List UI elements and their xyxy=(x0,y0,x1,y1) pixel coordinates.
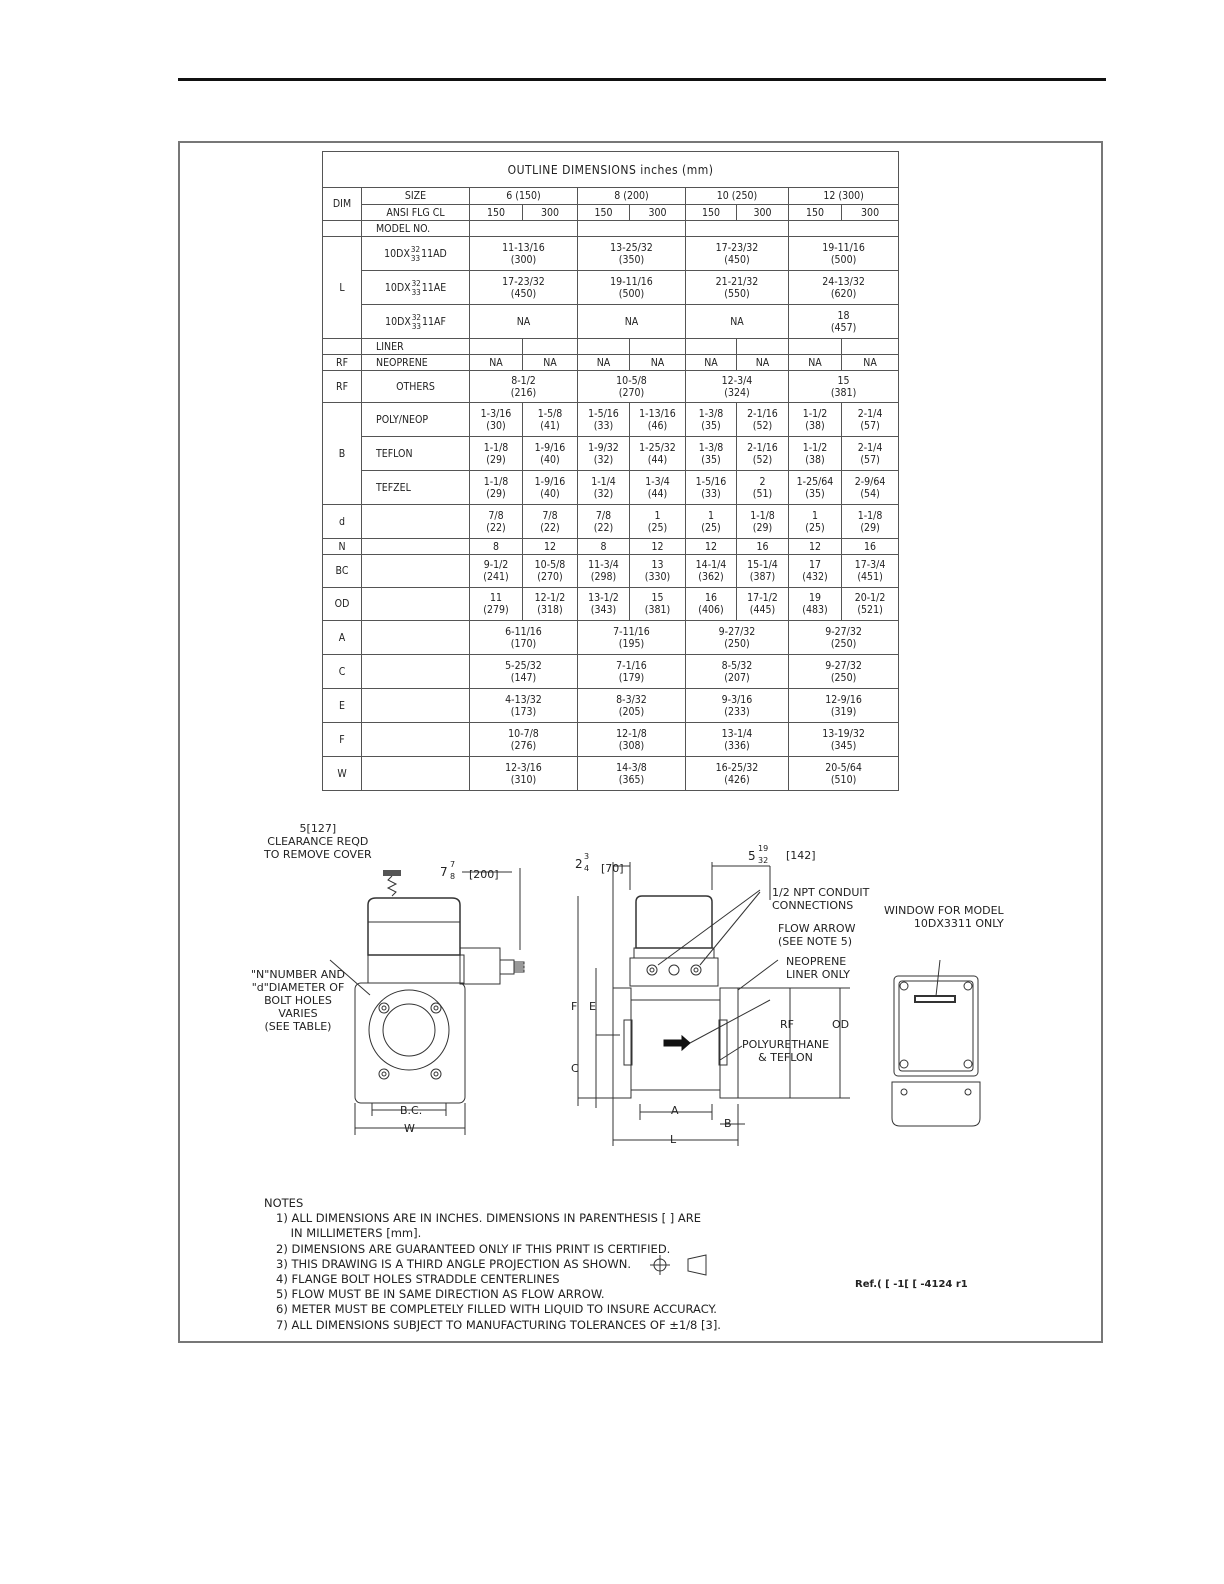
note-line: IN MILLIMETERS [mm]. xyxy=(276,1226,422,1241)
class-1: 300 xyxy=(523,205,578,221)
value-mm: (510) xyxy=(830,773,857,786)
value-mm: (29) xyxy=(486,453,506,466)
value-mm: (35) xyxy=(701,453,721,466)
value-inch: 12-9/16 xyxy=(825,693,862,706)
size-2: 10 (250) xyxy=(686,188,789,205)
model-sup: 32 xyxy=(410,244,421,254)
A-header: A xyxy=(323,621,362,655)
value-inch: NA xyxy=(624,315,639,328)
value-mm: (362) xyxy=(698,571,724,583)
value-mm: (381) xyxy=(830,386,857,399)
value-mm: (57) xyxy=(860,419,880,432)
side-view-right xyxy=(892,960,980,1126)
model-sub: 33 xyxy=(411,321,421,331)
model-sup: 32 xyxy=(411,312,421,322)
value-inch: NA xyxy=(516,315,531,328)
value-inch: 12-1/2 xyxy=(534,592,566,604)
value-inch: 1-5/16 xyxy=(695,475,727,488)
value-mm: (44) xyxy=(647,453,668,466)
value-mm: (330) xyxy=(644,571,671,583)
value-mm: (298) xyxy=(590,571,617,583)
value-mm: (365) xyxy=(618,773,645,786)
value-mm: (40) xyxy=(540,487,560,500)
value-inch: 1-13/16 xyxy=(639,407,676,420)
value-mm: (381) xyxy=(644,604,671,616)
liner-header: LINER xyxy=(362,339,470,355)
value-inch: 1-1/8 xyxy=(483,441,509,454)
value-inch: 1-3/8 xyxy=(698,441,724,454)
W-header: W xyxy=(323,757,362,791)
class-0: 150 xyxy=(470,205,523,221)
value-inch: 1-1/8 xyxy=(857,509,883,522)
value-mm: (550) xyxy=(724,287,750,300)
value-inch: 1-1/2 xyxy=(802,407,828,420)
N-value: 16 xyxy=(842,539,899,555)
value-mm: (41) xyxy=(540,419,560,432)
note-line: 7) ALL DIMENSIONS SUBJECT TO MANUFACTURING TOLERANCES OF ±1/8 [3]. xyxy=(276,1317,721,1332)
value-mm: (38) xyxy=(805,419,825,432)
model-prefix: 10DX xyxy=(385,315,411,328)
value-inch: 1-3/8 xyxy=(698,407,724,420)
value-mm: (451) xyxy=(857,571,883,583)
liner-type: TEFZEL xyxy=(362,471,470,505)
value-inch: 12-1/8 xyxy=(616,727,647,740)
value-mm: (29) xyxy=(860,521,880,534)
value-mm: (52) xyxy=(752,419,773,432)
dim-2-den: 4 xyxy=(584,864,590,873)
od-dim-label: OD xyxy=(832,1018,850,1031)
note-line: 5) FLOW MUST BE IN SAME DIRECTION AS FLOW ARROW. xyxy=(276,1287,605,1302)
liner-type: TEFLON xyxy=(362,437,470,471)
dim-2-num: 3 xyxy=(584,852,590,861)
N-value: 8 xyxy=(578,539,630,555)
neoprene-value: NA xyxy=(470,355,523,371)
value-inch: 24-13/32 xyxy=(822,275,865,288)
value-inch: 17 xyxy=(808,559,822,571)
value-mm: (30) xyxy=(486,419,506,432)
value-inch: 13 xyxy=(651,559,664,571)
value-inch: 15 xyxy=(837,374,850,387)
F-header: F xyxy=(323,723,362,757)
note-line: 2) DIMENSIONS ARE GUARANTEED ONLY IF THIS PRINT IS CERTIFIED. xyxy=(276,1241,671,1256)
value-inch: 1-25/64 xyxy=(796,475,834,488)
poly-teflon-label: POLYURETHANE & TEFLON xyxy=(742,1038,830,1064)
value-mm: (457) xyxy=(830,321,857,334)
model-prefix: 10DX xyxy=(384,281,411,294)
value-inch: 14-3/8 xyxy=(616,761,647,774)
flow-arrow-label: FLOW ARROW (SEE NOTE 5) xyxy=(778,922,856,948)
dim-7-num: 7 xyxy=(450,860,456,869)
value-mm: (170) xyxy=(510,637,537,650)
neoprene-value: NA xyxy=(686,355,737,371)
value-mm: (32) xyxy=(593,453,614,466)
model-suffix: 11AE xyxy=(421,281,447,294)
value-inch: 1-9/32 xyxy=(588,441,619,454)
note-line: 3) THIS DRAWING IS A THIRD ANGLE PROJECTION AS SHOWN. xyxy=(276,1256,632,1271)
model-prefix: 10DX xyxy=(384,247,410,260)
value-inch: 1-5/8 xyxy=(537,407,563,420)
value-mm: (33) xyxy=(593,419,614,432)
value-mm: (336) xyxy=(724,739,750,752)
value-mm: (250) xyxy=(724,637,750,650)
value-inch: 19-11/16 xyxy=(822,241,865,254)
bolt-holes-note: "N"NUMBER AND "d"DIAMETER OF BOLT HOLES VARIES (SEE TABLE) xyxy=(251,968,345,1033)
value-inch: 2-1/16 xyxy=(747,441,778,454)
value-inch: 2-1/4 xyxy=(857,407,883,420)
L-header: L xyxy=(323,237,362,339)
value-inch: 4-13/32 xyxy=(505,693,542,706)
value-mm: (270) xyxy=(618,386,645,399)
value-mm: (270) xyxy=(537,571,563,583)
value-mm: (483) xyxy=(802,604,828,616)
model-sub: 33 xyxy=(410,253,421,263)
value-inch: 7/8 xyxy=(488,509,504,522)
value-inch: 11-13/16 xyxy=(502,241,545,254)
value-mm: (205) xyxy=(618,705,645,718)
value-mm: (500) xyxy=(830,253,857,266)
value-inch: 13-25/32 xyxy=(610,241,653,254)
value-mm: (22) xyxy=(540,521,560,534)
value-mm: (57) xyxy=(860,453,880,466)
rf-dim-label: RF xyxy=(780,1018,794,1031)
note-line: 6) METER MUST BE COMPLETELY FILLED WITH LIQUID TO INSURE ACCURACY. xyxy=(276,1302,717,1317)
value-mm: (387) xyxy=(749,571,776,583)
value-inch: 15-1/4 xyxy=(747,559,778,571)
value-inch: 21-21/32 xyxy=(715,275,759,288)
value-inch: 1-9/16 xyxy=(534,441,566,454)
value-inch: 7/8 xyxy=(595,509,612,522)
value-inch: 13-1/4 xyxy=(721,727,753,740)
class-3: 300 xyxy=(630,205,686,221)
value-mm: (233) xyxy=(724,705,750,718)
neoprene-value: NA xyxy=(578,355,630,371)
value-inch: 9-27/32 xyxy=(718,625,756,638)
OD-header: OD xyxy=(323,588,362,621)
neoprene-value: NA xyxy=(789,355,842,371)
window-label: WINDOW FOR MODEL 10DX3311 ONLY xyxy=(884,904,1004,930)
value-inch: 18 xyxy=(837,309,850,322)
N-value: 16 xyxy=(737,539,789,555)
a-dim-label: A xyxy=(671,1104,679,1117)
size-1: 8 (200) xyxy=(578,188,686,205)
value-inch: 9-27/32 xyxy=(825,659,862,672)
rf-header: RF xyxy=(323,355,362,371)
rf-header: RF xyxy=(323,371,362,403)
value-inch: 9-3/16 xyxy=(721,693,753,706)
f-dim-label: F xyxy=(571,1000,578,1013)
dim-2-mm: [70] xyxy=(601,862,624,875)
neoprene-label: NEOPRENE LINER ONLY xyxy=(786,955,850,981)
value-mm: (350) xyxy=(618,253,645,266)
N-value: 8 xyxy=(470,539,523,555)
value-mm: (276) xyxy=(510,739,537,752)
value-inch: 7-11/16 xyxy=(613,625,650,638)
value-mm: (54) xyxy=(860,487,880,500)
model-sub: 33 xyxy=(411,287,421,297)
note-line: 4) FLANGE BOLT HOLES STRADDLE CENTERLINES xyxy=(276,1272,560,1287)
value-inch: 1-1/8 xyxy=(483,475,509,488)
dim-7-den: 8 xyxy=(450,872,456,881)
notes-heading: NOTES xyxy=(264,1196,304,1210)
value-mm: (318) xyxy=(537,604,563,616)
value-mm: (51) xyxy=(752,487,773,500)
value-inch: 10-7/8 xyxy=(508,727,539,740)
value-inch: 1-1/8 xyxy=(750,509,775,522)
value-mm: (310) xyxy=(510,773,537,786)
value-mm: (32) xyxy=(593,487,614,500)
value-inch: 1-1/4 xyxy=(591,475,616,488)
neoprene-value: NA xyxy=(523,355,578,371)
value-mm: (52) xyxy=(752,453,773,466)
E-header: E xyxy=(323,689,362,723)
dim-2-whole: 2 xyxy=(575,857,583,871)
dim-5-den: 32 xyxy=(758,856,769,865)
value-mm: (250) xyxy=(830,671,857,684)
value-inch: 12-3/16 xyxy=(505,761,542,774)
e-dim-label: E xyxy=(589,1000,596,1013)
w-label: W xyxy=(404,1122,415,1135)
neoprene-header: NEOPRENE xyxy=(362,355,470,371)
value-inch: 2-9/64 xyxy=(854,475,886,488)
value-mm: (216) xyxy=(510,386,537,399)
value-inch: 13-1/2 xyxy=(588,592,619,604)
value-mm: (38) xyxy=(805,453,825,466)
value-mm: (620) xyxy=(830,287,857,300)
N-header: N xyxy=(323,539,362,555)
value-inch: 1 xyxy=(707,509,714,522)
value-inch: 1-5/16 xyxy=(588,407,619,420)
l-dim-label: L xyxy=(670,1133,677,1146)
value-inch: 6-11/16 xyxy=(505,625,542,638)
N-value: 12 xyxy=(686,539,737,555)
value-mm: (250) xyxy=(830,637,857,650)
value-mm: (25) xyxy=(647,521,668,534)
value-mm: (29) xyxy=(752,521,773,534)
class-2: 150 xyxy=(578,205,630,221)
value-inch: 1-1/2 xyxy=(802,441,828,454)
neoprene-value: NA xyxy=(737,355,789,371)
value-mm: (173) xyxy=(510,705,537,718)
value-inch: 13-19/32 xyxy=(822,727,865,740)
value-inch: 9-27/32 xyxy=(825,625,862,638)
conduit-label: 1/2 NPT CONDUIT CONNECTIONS xyxy=(772,886,870,912)
dim-header: DIM xyxy=(323,188,362,221)
value-inch: 20-5/64 xyxy=(825,761,862,774)
value-mm: (500) xyxy=(618,287,645,300)
class-6: 150 xyxy=(789,205,842,221)
value-mm: (195) xyxy=(618,637,645,650)
value-mm: (22) xyxy=(486,521,506,534)
value-mm: (450) xyxy=(510,287,537,300)
value-mm: (241) xyxy=(483,571,509,583)
value-inch: 16 xyxy=(704,592,718,604)
value-inch: 14-1/4 xyxy=(695,559,727,571)
model-sup: 32 xyxy=(411,278,421,288)
value-mm: (308) xyxy=(618,739,645,752)
value-inch: 17-1/2 xyxy=(747,592,778,604)
value-mm: (279) xyxy=(483,604,509,616)
size-header: SIZE xyxy=(362,188,470,205)
value-mm: (179) xyxy=(618,671,645,684)
value-mm: (319) xyxy=(830,705,857,718)
value-mm: (33) xyxy=(701,487,721,500)
neoprene-value: NA xyxy=(842,355,899,371)
value-inch: 20-1/2 xyxy=(854,592,886,604)
model-suffix: 11AF xyxy=(422,315,446,328)
value-inch: 11-3/4 xyxy=(588,559,619,571)
value-inch: 15 xyxy=(651,592,664,604)
side-view-left xyxy=(330,865,524,1135)
value-inch: 2-1/4 xyxy=(857,441,883,454)
BC-header: BC xyxy=(323,555,362,588)
value-mm: (324) xyxy=(724,386,750,399)
value-inch: 1 xyxy=(654,509,661,522)
value-inch: 8-3/32 xyxy=(616,693,647,706)
clearance-label: 5[127] CLEARANCE REQD TO REMOVE COVER xyxy=(264,822,372,861)
neoprene-value: NA xyxy=(630,355,686,371)
reference-number: Ref.( [ -1[ [ -4124 r1 xyxy=(855,1279,968,1290)
others-header: OTHERS xyxy=(362,371,470,403)
b-dim-label: B xyxy=(724,1117,732,1130)
value-mm: (343) xyxy=(590,604,617,616)
value-inch: 1-3/4 xyxy=(645,475,670,488)
value-inch: 17-3/4 xyxy=(854,559,886,571)
value-inch: NA xyxy=(730,315,744,328)
value-mm: (25) xyxy=(805,521,825,534)
value-mm: (450) xyxy=(724,253,750,266)
value-mm: (432) xyxy=(802,571,828,583)
value-inch: 1 xyxy=(811,509,818,522)
value-inch: 17-23/32 xyxy=(502,275,545,288)
value-mm: (300) xyxy=(510,253,537,266)
ansi-header: ANSI FLG CL xyxy=(362,205,470,221)
dim-5-mm: [142] xyxy=(786,849,816,862)
notes-block xyxy=(264,1196,721,1333)
value-inch: 19 xyxy=(808,592,822,604)
value-mm: (406) xyxy=(698,604,724,616)
value-inch: 8-5/32 xyxy=(721,659,753,672)
value-inch: 11 xyxy=(489,592,503,604)
table-title: OUTLINE DIMENSIONS inches (mm) xyxy=(323,152,899,188)
dim-5-num: 19 xyxy=(758,844,769,853)
value-mm: (40) xyxy=(540,453,560,466)
value-inch: 19-11/16 xyxy=(610,275,653,288)
value-mm: (345) xyxy=(830,739,857,752)
class-5: 300 xyxy=(737,205,789,221)
value-mm: (44) xyxy=(647,487,668,500)
N-value: 12 xyxy=(523,539,578,555)
value-mm: (147) xyxy=(510,671,537,684)
value-inch: 1-3/16 xyxy=(480,407,512,420)
C-header: C xyxy=(323,655,362,689)
value-mm: (46) xyxy=(647,419,668,432)
value-inch: 10-5/8 xyxy=(534,559,566,571)
class-7: 300 xyxy=(842,205,899,221)
value-inch: 8-1/2 xyxy=(511,374,536,387)
value-inch: 5-25/32 xyxy=(505,659,542,672)
value-inch: 1-25/32 xyxy=(639,441,676,454)
value-mm: (521) xyxy=(857,604,883,616)
value-mm: (35) xyxy=(805,487,825,500)
value-inch: 9-1/2 xyxy=(483,559,509,571)
value-mm: (25) xyxy=(701,521,721,534)
dim-7-mm: [200] xyxy=(469,868,499,881)
value-inch: 17-23/32 xyxy=(715,241,759,254)
d-header: d xyxy=(323,505,362,539)
model-header: MODEL NO. xyxy=(362,221,470,237)
model-suffix: 11AD xyxy=(421,247,447,260)
value-mm: (207) xyxy=(724,671,750,684)
value-mm: (29) xyxy=(486,487,506,500)
dim-7-whole: 7 xyxy=(440,865,448,879)
value-mm: (426) xyxy=(724,773,750,786)
N-value: 12 xyxy=(630,539,686,555)
liner-type: POLY/NEOP xyxy=(362,403,470,437)
c-dim-label: C xyxy=(571,1062,579,1075)
value-mm: (35) xyxy=(701,419,721,432)
value-mm: (445) xyxy=(749,604,776,616)
value-inch: 16-25/32 xyxy=(715,761,759,774)
value-inch: 2-1/16 xyxy=(747,407,778,420)
value-inch: 12-3/4 xyxy=(721,374,753,387)
value-inch: 7-1/16 xyxy=(616,659,647,672)
value-inch: 7/8 xyxy=(542,509,558,522)
value-inch: 10-5/8 xyxy=(616,374,647,387)
size-3: 12 (300) xyxy=(789,188,899,205)
value-mm: (22) xyxy=(593,521,614,534)
size-0: 6 (150) xyxy=(470,188,578,205)
B-header: B xyxy=(323,403,362,505)
dim-5-whole: 5 xyxy=(748,849,756,863)
note-line: 1) ALL DIMENSIONS ARE IN INCHES. DIMENSIONS IN PARENTHESIS [ ] ARE xyxy=(276,1211,702,1226)
value-inch: 1-9/16 xyxy=(534,475,566,488)
bc-label: B.C. xyxy=(400,1104,423,1117)
value-inch: 2 xyxy=(759,475,766,488)
class-4: 150 xyxy=(686,205,737,221)
N-value: 12 xyxy=(789,539,842,555)
